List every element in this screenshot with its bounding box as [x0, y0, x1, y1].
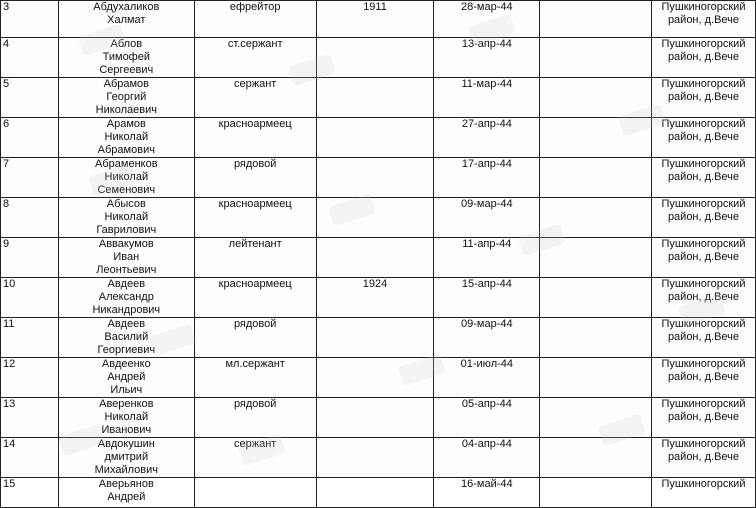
name-line: Абрамович: [97, 144, 155, 156]
row-number-cell: 11: [1, 318, 59, 358]
name-line: Абрамов: [103, 78, 150, 90]
name-line: Ильич: [110, 384, 143, 396]
death-date-cell: 09-мар-44: [434, 198, 540, 238]
table-row: [1, 278, 756, 318]
name-line: дмитрий: [104, 451, 149, 463]
full-name-cell: [58, 158, 194, 198]
table-row: [1, 78, 756, 118]
name-line: Леонтьевич: [96, 264, 157, 276]
rank-cell: ефрейтор: [194, 1, 316, 38]
birth-year-cell: [316, 358, 434, 398]
full-name-cell: [58, 478, 194, 508]
empty-cell: [540, 398, 652, 438]
row-number-cell: 8: [1, 198, 59, 238]
burial-place-cell: [651, 1, 755, 38]
name-line: Александр: [98, 291, 154, 303]
table-row: [1, 158, 756, 198]
rank-cell: сержант: [194, 438, 316, 478]
name-line: Николай: [104, 171, 149, 183]
birth-year-cell: 1924: [316, 278, 434, 318]
rank-cell: красноармеец: [194, 278, 316, 318]
birth-year-cell: [316, 118, 434, 158]
row-number-cell: 6: [1, 118, 59, 158]
place-line: Пушкиногорский: [661, 38, 746, 50]
name-line: Андрей: [107, 371, 146, 383]
place-line: район, д.Вече: [667, 14, 740, 26]
name-line: Аверенков: [99, 398, 154, 410]
row-number-cell: 15: [1, 478, 59, 508]
row-number-cell: 13: [1, 398, 59, 438]
burial-place-cell: [651, 398, 755, 438]
name-line: Тимофей: [102, 51, 150, 63]
place-line: район, д.Вече: [667, 371, 740, 383]
rank-cell: рядовой: [194, 398, 316, 438]
empty-cell: [540, 158, 652, 198]
place-line: район, д.Вече: [667, 251, 740, 263]
place-line: Пушкиногорский: [661, 198, 746, 210]
name-line: Авдеенко: [101, 358, 151, 370]
row-number-cell: 7: [1, 158, 59, 198]
death-date-cell: 11-апр-44: [434, 238, 540, 278]
burial-place-cell: [651, 38, 755, 78]
burial-place-cell: [651, 78, 755, 118]
birth-year-cell: [316, 38, 434, 78]
place-line: район, д.Вече: [667, 331, 740, 343]
empty-cell: [540, 278, 652, 318]
place-line: Пушкиногорский: [661, 158, 746, 170]
place-line: район, д.Вече: [667, 171, 740, 183]
death-date-cell: 16-май-44: [434, 478, 540, 508]
birth-year-cell: [316, 238, 434, 278]
name-line: Николай: [104, 411, 149, 423]
death-date-cell: 17-апр-44: [434, 158, 540, 198]
name-line: Халмат: [107, 14, 146, 26]
birth-year-cell: [316, 318, 434, 358]
name-line: Иванович: [101, 424, 152, 436]
burial-place-cell: [651, 478, 755, 508]
table-body: [1, 1, 756, 508]
death-date-cell: 05-апр-44: [434, 398, 540, 438]
birth-year-cell: [316, 438, 434, 478]
row-number-cell: 4: [1, 38, 59, 78]
row-number-cell: 5: [1, 78, 59, 118]
table-row: [1, 118, 756, 158]
empty-cell: [540, 38, 652, 78]
birth-year-cell: 1911: [316, 1, 434, 38]
name-line: Аввакумов: [98, 238, 154, 250]
birth-year-cell: [316, 398, 434, 438]
rank-cell: ст.сержант: [194, 38, 316, 78]
rank-cell: красноармеец: [194, 198, 316, 238]
place-line: Пушкиногорский: [661, 238, 746, 250]
burial-place-cell: [651, 358, 755, 398]
name-line: Андрей: [107, 491, 146, 503]
full-name-cell: [58, 1, 194, 38]
table-row: [1, 358, 756, 398]
name-line: Николаевич: [95, 104, 157, 116]
death-date-cell: 15-апр-44: [434, 278, 540, 318]
empty-cell: [540, 1, 652, 38]
name-line: Гаврилович: [96, 224, 157, 236]
place-line: район, д.Вече: [667, 291, 740, 303]
empty-cell: [540, 198, 652, 238]
table-row: [1, 198, 756, 238]
row-number-cell: 9: [1, 238, 59, 278]
death-date-cell: 09-мар-44: [434, 318, 540, 358]
empty-cell: [540, 438, 652, 478]
name-line: Абысов: [106, 198, 146, 210]
row-number-cell: 14: [1, 438, 59, 478]
place-line: район, д.Вече: [667, 451, 740, 463]
burial-place-cell: [651, 278, 755, 318]
place-line: район, д.Вече: [667, 411, 740, 423]
name-line: Георгий: [106, 91, 147, 103]
empty-cell: [540, 238, 652, 278]
burial-place-cell: [651, 158, 755, 198]
full-name-cell: [58, 438, 194, 478]
row-number-cell: 10: [1, 278, 59, 318]
burial-place-cell: [651, 238, 755, 278]
empty-cell: [540, 478, 652, 508]
full-name-cell: [58, 198, 194, 238]
name-line: Никандрович: [92, 304, 161, 316]
burial-place-cell: [651, 438, 755, 478]
birth-year-cell: [316, 198, 434, 238]
birth-year-cell: [316, 158, 434, 198]
place-line: Пушкиногорский: [661, 318, 746, 330]
name-line: Арамов: [106, 118, 146, 130]
row-number-cell: 3: [1, 1, 59, 38]
place-line: Пушкиногорский: [661, 358, 746, 370]
rank-cell: рядовой: [194, 158, 316, 198]
place-line: Пушкиногорский: [661, 438, 746, 450]
rank-cell: лейтенант: [194, 238, 316, 278]
name-line: Георгиевич: [97, 344, 156, 356]
full-name-cell: [58, 358, 194, 398]
table-row: [1, 398, 756, 438]
empty-cell: [540, 318, 652, 358]
place-line: Пушкиногорский: [661, 1, 746, 13]
full-name-cell: [58, 38, 194, 78]
burial-place-cell: [651, 198, 755, 238]
table-row: [1, 318, 756, 358]
table-row: [1, 478, 756, 508]
place-line: район, д.Вече: [667, 91, 740, 103]
empty-cell: [540, 78, 652, 118]
table-row: [1, 38, 756, 78]
rank-cell: красноармеец: [194, 118, 316, 158]
death-date-cell: 27-апр-44: [434, 118, 540, 158]
place-line: Пушкиногорский: [661, 478, 746, 490]
death-date-cell: 28-мар-44: [434, 1, 540, 38]
full-name-cell: [58, 78, 194, 118]
name-line: Аверьянов: [98, 478, 154, 490]
place-line: Пушкиногорский: [661, 278, 746, 290]
birth-year-cell: [316, 78, 434, 118]
name-line: Абдухаликов: [93, 1, 160, 13]
full-name-cell: [58, 118, 194, 158]
name-line: Семенович: [97, 184, 156, 196]
name-line: Михайлович: [94, 464, 158, 476]
death-date-cell: 11-мар-44: [434, 78, 540, 118]
name-line: Авдеев: [107, 318, 146, 330]
place-line: район, д.Вече: [667, 131, 740, 143]
death-date-cell: 13-апр-44: [434, 38, 540, 78]
name-line: Авдокушин: [97, 438, 155, 450]
full-name-cell: [58, 238, 194, 278]
full-name-cell: [58, 318, 194, 358]
name-line: Иван: [113, 251, 140, 263]
table-row: [1, 438, 756, 478]
table-row: [1, 1, 756, 38]
name-line: Авдеев: [107, 278, 146, 290]
name-line: Николай: [104, 211, 149, 223]
name-line: Аблов: [110, 38, 143, 50]
name-line: Абраменков: [95, 158, 158, 170]
empty-cell: [540, 358, 652, 398]
table-row: [1, 238, 756, 278]
place-line: Пушкиногорский: [661, 398, 746, 410]
place-line: район, д.Вече: [667, 51, 740, 63]
death-date-cell: 04-апр-44: [434, 438, 540, 478]
rank-cell: [194, 478, 316, 508]
birth-year-cell: [316, 478, 434, 508]
name-line: Сергеевич: [99, 64, 154, 76]
death-date-cell: 01-июл-44: [434, 358, 540, 398]
burial-place-cell: [651, 318, 755, 358]
name-line: Василий: [104, 331, 149, 343]
rank-cell: сержант: [194, 78, 316, 118]
full-name-cell: [58, 278, 194, 318]
place-line: район, д.Вече: [667, 211, 740, 223]
full-name-cell: [58, 398, 194, 438]
empty-cell: [540, 118, 652, 158]
rank-cell: мл.сержант: [194, 358, 316, 398]
place-line: Пушкиногорский: [661, 118, 746, 130]
burial-place-cell: [651, 118, 755, 158]
rank-cell: рядовой: [194, 318, 316, 358]
place-line: Пушкиногорский: [661, 78, 746, 90]
name-line: Николай: [104, 131, 149, 143]
row-number-cell: 12: [1, 358, 59, 398]
